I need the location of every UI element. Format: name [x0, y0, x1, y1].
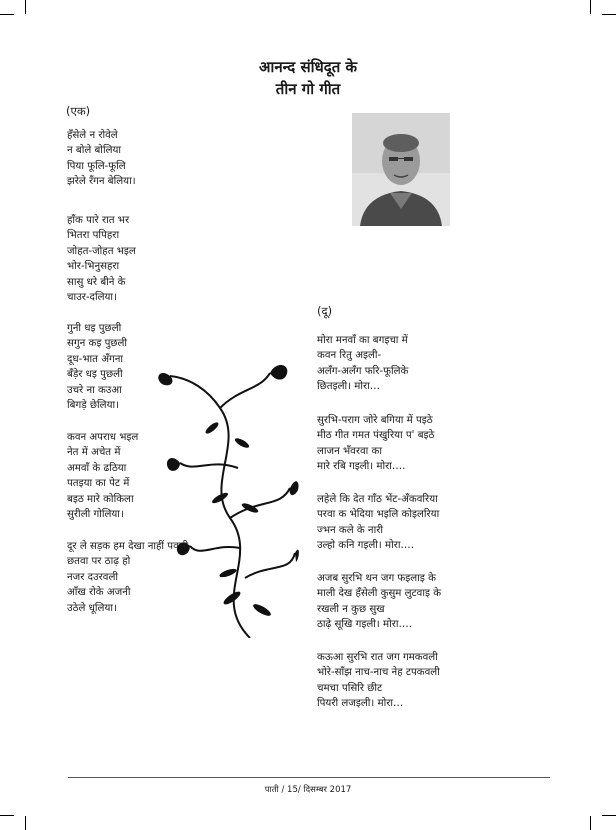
- poem1-stanza: [67, 430, 138, 522]
- poem-line: मारे रबि गइली। मोरा….: [317, 461, 406, 473]
- poem-line: अलँग-अलँग फरि-फूलिके: [317, 365, 409, 377]
- poem-line: बइठ मारे कोकिला: [67, 493, 134, 505]
- poem-line: बँड़ेर धइ पुछली: [67, 369, 123, 381]
- poem-line: पियरी लजइली। मोरा…: [317, 698, 404, 710]
- poem-line: भोरे-साँझ नाच-नाच नेह टपकवली: [317, 667, 440, 679]
- footer-rule: [68, 777, 550, 778]
- poem-line: सासु धरे बीने के: [67, 276, 126, 288]
- poem2-stanza: [317, 492, 439, 554]
- poem1-stanza: [67, 213, 136, 305]
- poem-line: ज्भन कले के नारी: [317, 524, 384, 536]
- crop-mark: [590, 816, 591, 830]
- poem-line: कऊआ सुरभि रात जग गमकवली: [317, 652, 438, 663]
- poem-line: सगुन कइ पुछली: [67, 338, 128, 350]
- poem2-label: (दू): [317, 304, 333, 318]
- poem-line: आँख रोके अजनी: [67, 587, 131, 599]
- poem-line: दूध-भात अँगना: [67, 353, 124, 365]
- poem-title-line2: तीन गो गीत: [275, 80, 341, 98]
- crop-mark: [0, 14, 14, 15]
- crop-mark: [0, 815, 14, 816]
- poem2-stanza: [317, 333, 408, 395]
- poem-line: उचरे ना कउआ: [67, 384, 122, 396]
- poem-line: कवन रितु अइली-: [317, 350, 382, 362]
- crop-mark: [602, 14, 616, 15]
- poem-line: छितइली। मोरा…: [317, 381, 380, 393]
- poem-line: रखली न कुछ सुख: [317, 603, 385, 615]
- poem-line: लाजन भँवरवा का: [317, 445, 382, 457]
- poem-line: कवन अपराध भइल: [67, 432, 139, 443]
- author-photo-icon: [352, 113, 450, 226]
- poem-line: माली देख हँसेली कुसुम लुटवाइ के: [317, 588, 442, 600]
- poem-line: मोरा मनवाँ का बगइचा में: [317, 335, 408, 346]
- poem-line: चमचा पसिरि छीट: [317, 682, 383, 694]
- poem-line: सुरीली गोलिया।: [67, 508, 124, 520]
- poem-line: भितरा पपिहरा: [67, 230, 120, 242]
- poem2-stanza: [317, 413, 434, 475]
- poem2-stanza: [317, 571, 441, 633]
- poem-line: परवा क भेदिया भइलि कोइलरिया: [317, 509, 440, 521]
- poem-line: नेत में अचेत में: [67, 447, 121, 459]
- poem-line: बिगड़े छेलिया।: [67, 399, 119, 411]
- poem-line: पतइया का पेट में: [67, 478, 130, 490]
- poem-title-line1: आनन्द संधिदूत के: [259, 58, 357, 76]
- poem-line: झरेले रँगन बेलिया।: [67, 176, 136, 188]
- poem-line: अमवाँ के ढठिया: [67, 462, 127, 474]
- crop-mark: [25, 816, 26, 830]
- poem-line: अजब सुरभि थन जग फइलाइ के: [317, 573, 436, 584]
- poem-line: उल्हो कनि गइली। मोरा….: [317, 540, 414, 552]
- poem-line: नजर दउरवली: [67, 571, 118, 583]
- poem-line: जोहत-जोहत भइल: [67, 245, 136, 257]
- poem-line: गुनी धइ पुछली: [67, 323, 122, 334]
- poem-line: सुरभि-पराग जोरे बगिया में पइठे: [317, 415, 433, 426]
- poem-line: छतवा पर ठाढ़ हो: [67, 556, 131, 568]
- poem1-stanza: [67, 128, 136, 190]
- poem2-stanza: [317, 650, 440, 712]
- poem1-stanza: [67, 539, 188, 616]
- poem-line: उठेले धूलिया।: [67, 602, 117, 614]
- poem1-label: (एक): [66, 104, 91, 118]
- poem-line: पिया फूलि-फूलि: [67, 160, 126, 172]
- poem-line: हाँक पारे रात भर: [67, 215, 130, 226]
- page-footer: पाती / 15/ दिसम्बर 2017: [264, 785, 352, 795]
- poem-line: हँसेले न रोवेले: [67, 130, 118, 141]
- crop-mark: [602, 815, 616, 816]
- poem-line: चाउर-दलिया।: [67, 291, 117, 303]
- poem-line: दूर ले सड़क हम देखा नाहीं पवली: [67, 541, 189, 552]
- poem-line: भोर-भिनुसहरा: [67, 261, 120, 273]
- crop-mark: [590, 0, 591, 14]
- poem-line: लहेले कि देत गाँठ भेंट-अँकवरिया: [317, 494, 438, 505]
- crop-mark: [25, 0, 26, 14]
- poem-line: मीठ गीत गमत पंखुरिया प' बइठे: [317, 430, 435, 442]
- poem1-stanza: [67, 321, 127, 413]
- poem-line: न बोले बोलिया: [67, 145, 122, 157]
- poem-line: ठाढ़े सूखि गइली। मोरा….: [317, 619, 412, 631]
